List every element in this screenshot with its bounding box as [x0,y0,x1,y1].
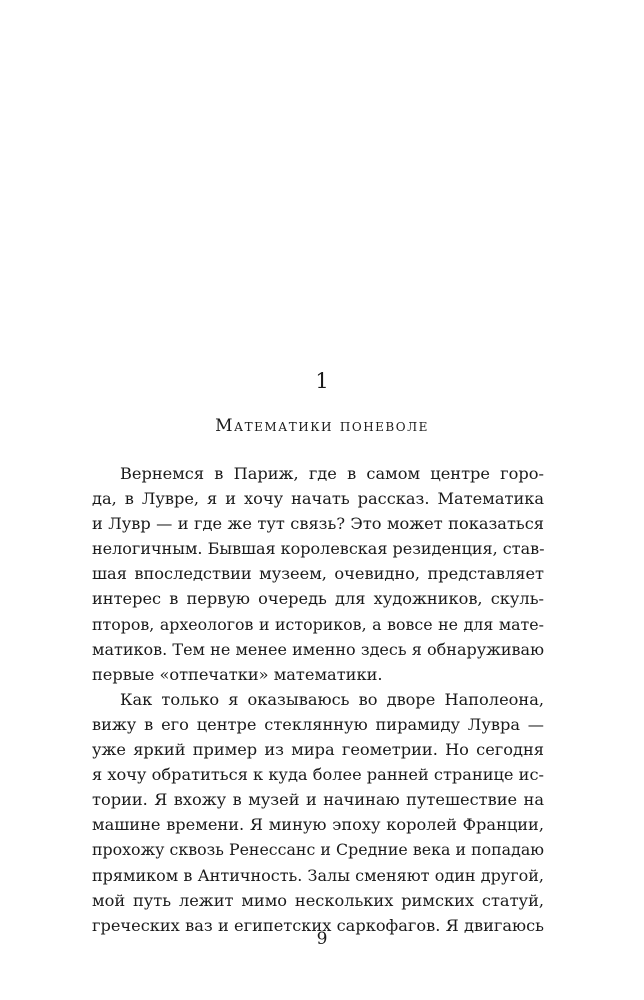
chapter-number: 1 [315,369,329,393]
chapter-title: Математики поневоле [215,416,429,436]
text-line: греческих ваз и египетских саркофагов. Я двигаюсь [92,915,544,935]
text-line: шая впоследствии музеем, очевидно, представляет [92,564,544,584]
page-number: 9 [316,929,328,949]
text-line: тории. Я вхожу в музей и начинаю путешествие на [92,790,544,810]
text-line: пторов, археологов и историков, а вовсе не для мате- [92,614,544,634]
text-line: первые «отпечатки» математики. [92,664,383,684]
text-line: уже яркий пример из мира геометрии. Но сегодня [92,740,544,760]
text-line: Вернемся в Париж, где в самом центре горо- [120,464,544,483]
text-line: интерес в первую очередь для художников, скуль- [92,589,544,609]
text-line: да, в Лувре, я и хочу начать рассказ. Математика [92,489,544,509]
text-line: нелогичным. Бывшая королевская резиденция, став- [92,539,545,559]
body-text [92,461,544,938]
paragraph-2 [92,687,544,938]
text-line: матиков. Тем не менее именно здесь я обнаруживаю [92,639,544,659]
text-line: прохожу сквозь Ренессанс и Средние века и попадаю [92,840,544,860]
text-line: я хочу обратиться к куда более ранней странице ис- [92,765,544,785]
text-line: прямиком в Античность. Залы сменяют один другой, [92,865,544,885]
text-line: вижу в его центре стеклянную пирамиду Лувра — [92,714,544,734]
text-line: Как только я оказываюсь во дворе Наполеона, [120,689,544,709]
text-line: и Лувр — и где же тут связь? Это может показаться [92,514,544,534]
text-line: машине времени. Я миную эпоху королей Франции, [92,815,544,835]
paragraph-1 [92,461,544,687]
text-line: мой путь лежит мимо нескольких римских статуй, [92,890,544,910]
